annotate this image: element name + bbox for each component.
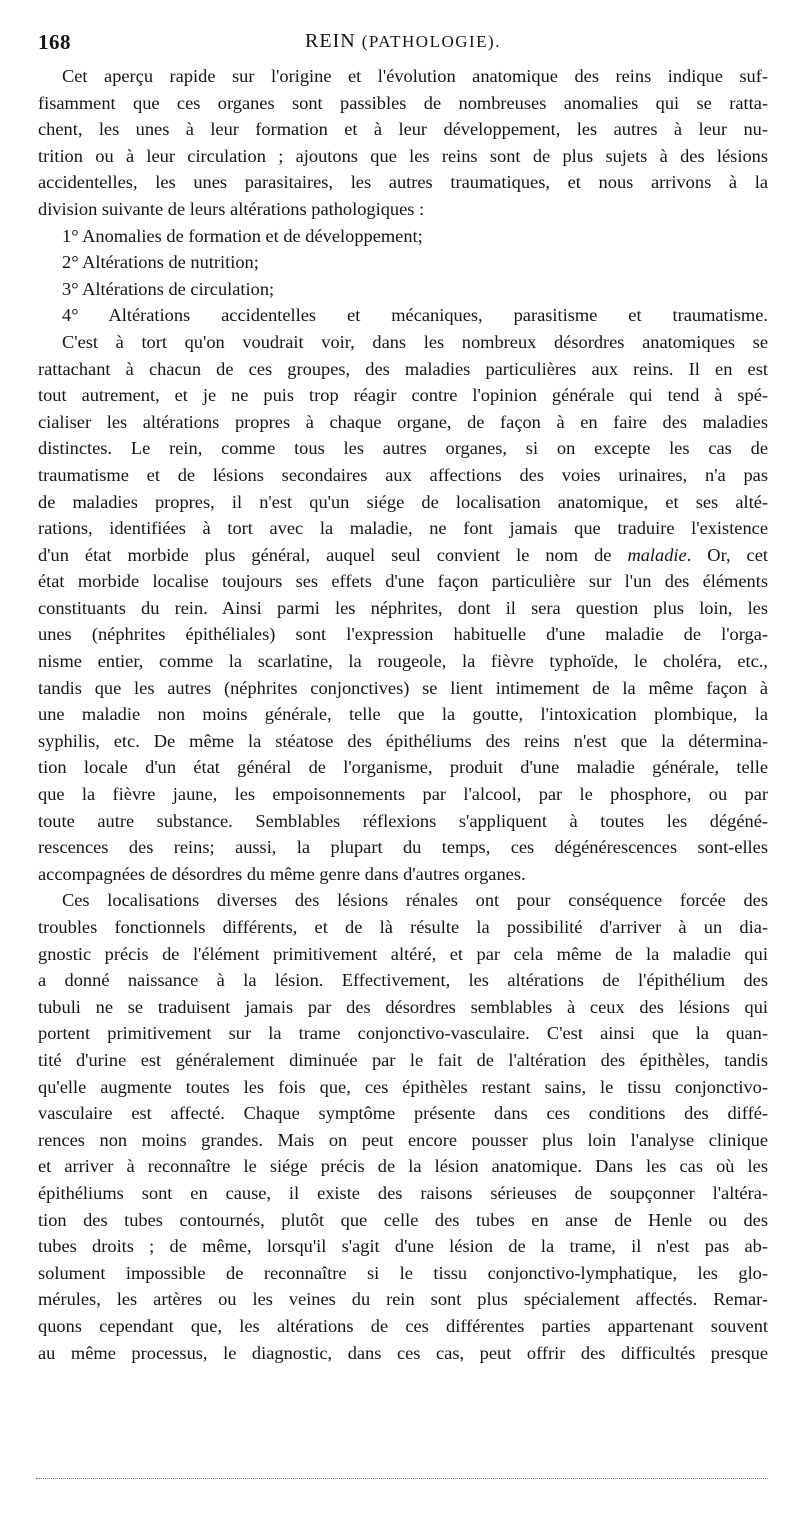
running-title-sub: (PATHOLOGIE).: [361, 32, 501, 51]
text-line: C'est à tort qu'on voudrait voir, dans les nombreux désordres anatomiques se: [62, 331, 768, 352]
text-line: troubles fonctionnels différents, et de là résulte la possibilité d'arriver à un dia-: [38, 917, 768, 937]
list-item: 4° Altérations accidentelles et mécaniques, parasitisme et traumatisme.: [62, 305, 768, 326]
text-line: trition ou à leur circulation ; ajoutons que les reins sont de plus sujets à des lésions: [38, 145, 768, 166]
text-line: Ces localisations diverses des lésions rénales ont pour conséquence forcée des: [62, 890, 768, 911]
text-line: rescences des reins; aussi, la plupart du temps, ces dégénérescences sont-elles: [38, 837, 768, 858]
text-segment: d'un état morbide plus général, auquel seul convient le nom de: [38, 544, 612, 565]
text-line: a donné naissance à la lésion. Effectivement, les altérations de l'épithélium des: [38, 970, 768, 991]
text-line: tubuli ne se traduisent jamais par des désordres semblables à ceux des lésions qui: [38, 996, 768, 1017]
text-line: au même processus, le diagnostic, dans ces cas, peut offrir des difficultés presque: [38, 1342, 768, 1363]
text-line: et arriver à reconnaître le siége précis de la lésion anatomique. Dans les cas où les: [38, 1156, 768, 1177]
text-line: fisamment que ces organes sont passibles de nombreuses anomalies qui se ratta-: [38, 92, 768, 113]
text-line: Cet aperçu rapide sur l'origine et l'évolution anatomique des reins indique suf-: [62, 66, 768, 86]
text-line: rattachant à chacun de ces groupes, des maladies particulières aux reins. Il en est: [38, 358, 768, 379]
text-line: toute autre substance. Semblables réflexions s'appliquent à toutes les dégéné-: [38, 810, 768, 831]
text-line: tubes droits ; de même, lorsqu'il s'agit d'une lésion de la trame, il n'est pas ab-: [38, 1236, 768, 1257]
text-line: nisme entier, comme la scarlatine, la rougeole, la fièvre typhoïde, le choléra, etc.,: [38, 651, 768, 672]
text-line: traumatisme et de lésions secondaires aux affections des voies urinaires, n'a pas: [38, 464, 768, 485]
footer-dotted-rule: [36, 1478, 768, 1479]
text-segment: . Or, cet: [686, 544, 768, 565]
text-line: accidentelles, les unes parasitaires, les autres traumatiques, et nous arrivons à la: [38, 172, 768, 193]
text-line: accompagnées de désordres du même genre dans d'autres organes.: [38, 863, 526, 884]
running-title: [38, 30, 768, 53]
running-header: [38, 30, 768, 60]
text-line: tout autrement, et je ne puis trop réagir contre l'opinion générale qui tend à spé-: [38, 385, 768, 406]
text-line: état morbide localise toujours ses effets d'une façon particulière sur l'un des éléments: [38, 571, 768, 592]
text-line: portent primitivement sur la trame conjonctivo-vasculaire. C'est ainsi que la quan-: [38, 1023, 768, 1044]
text-line: distinctes. Le rein, comme tous les autres organes, si on excepte les cas de: [38, 438, 768, 459]
list-item: 2° Altérations de nutrition;: [62, 252, 259, 273]
list-item: 3° Altérations de circulation;: [62, 278, 275, 299]
text-line: épithéliums sont en cause, il existe des raisons sérieuses de soupçonner l'altéra-: [38, 1182, 768, 1203]
text-line: rences non moins grandes. Mais on peut encore pousser plus loin l'analyse clinique: [38, 1129, 768, 1150]
text-line: vasculaire est affecté. Chaque symptôme présente dans ces conditions des diffé-: [38, 1103, 768, 1124]
text-line: tité d'urine est généralement diminuée par le fait de l'altération des épithèles, tandis: [38, 1049, 768, 1070]
text-line: une maladie non moins générale, telle que la goutte, l'intoxication plombique, la: [38, 704, 768, 725]
text-line: tandis que les autres (néphrites conjonctives) se lient intimement de la même façon à: [38, 677, 768, 698]
text-line: constituants du rein. Ainsi parmi les néphrites, dont il sera question plus loin, les: [38, 597, 768, 618]
text-line: qu'elle augmente toutes les fois que, ces épithèles restant sains, le tissu conjonctivo-: [38, 1076, 768, 1097]
text-line: unes (néphrites épithéliales) sont l'expression habituelle d'une maladie de l'orga-: [38, 624, 768, 645]
text-line: de maladies propres, il n'est qu'un siége de localisation anatomique, et ses alté-: [38, 491, 768, 512]
text-line: syphilis, etc. De même la stéatose des épithéliums des reins n'est que la détermina-: [38, 730, 768, 751]
text-line: solument impossible de reconnaître si le tissu conjonctivo-lymphatique, les glo-: [38, 1262, 768, 1283]
text-line: tion locale d'un état général de l'organisme, produit d'une maladie générale, telle: [38, 757, 768, 778]
text-line-with-italic: [38, 542, 768, 569]
body-text: [38, 63, 768, 1366]
running-title-main: REIN: [305, 30, 356, 52]
text-line: chent, les unes à leur formation et à leur développement, les autres à leur nu-: [38, 119, 768, 140]
text-line: division suivante de leurs altérations pathologiques :: [38, 198, 425, 219]
text-line: rations, identifiées à tort avec la maladie, ne font jamais que traduire l'existence: [38, 518, 768, 539]
text-line: cialiser les altérations propres à chaque organe, de façon à en faire des maladies: [38, 411, 768, 432]
text-line: que la fièvre jaune, les empoisonnements par l'alcool, par le phosphore, ou par: [38, 784, 768, 805]
list-item: 1° Anomalies de formation et de développement;: [62, 225, 423, 246]
italic-term: maladie: [627, 544, 687, 565]
text-line: quons cependant que, les altérations de ces différentes parties appartenant souvent: [38, 1315, 768, 1336]
text-line: gnostic précis de l'élément primitivement altéré, et par cela même de la maladie qui: [38, 943, 768, 964]
text-line: tion des tubes contournés, plutôt que celle des tubes en anse de Henle ou des: [38, 1209, 768, 1230]
text-line: mérules, les artères ou les veines du rein sont plus spécialement affectés. Remar-: [38, 1289, 768, 1310]
page-number: 168: [38, 30, 71, 54]
